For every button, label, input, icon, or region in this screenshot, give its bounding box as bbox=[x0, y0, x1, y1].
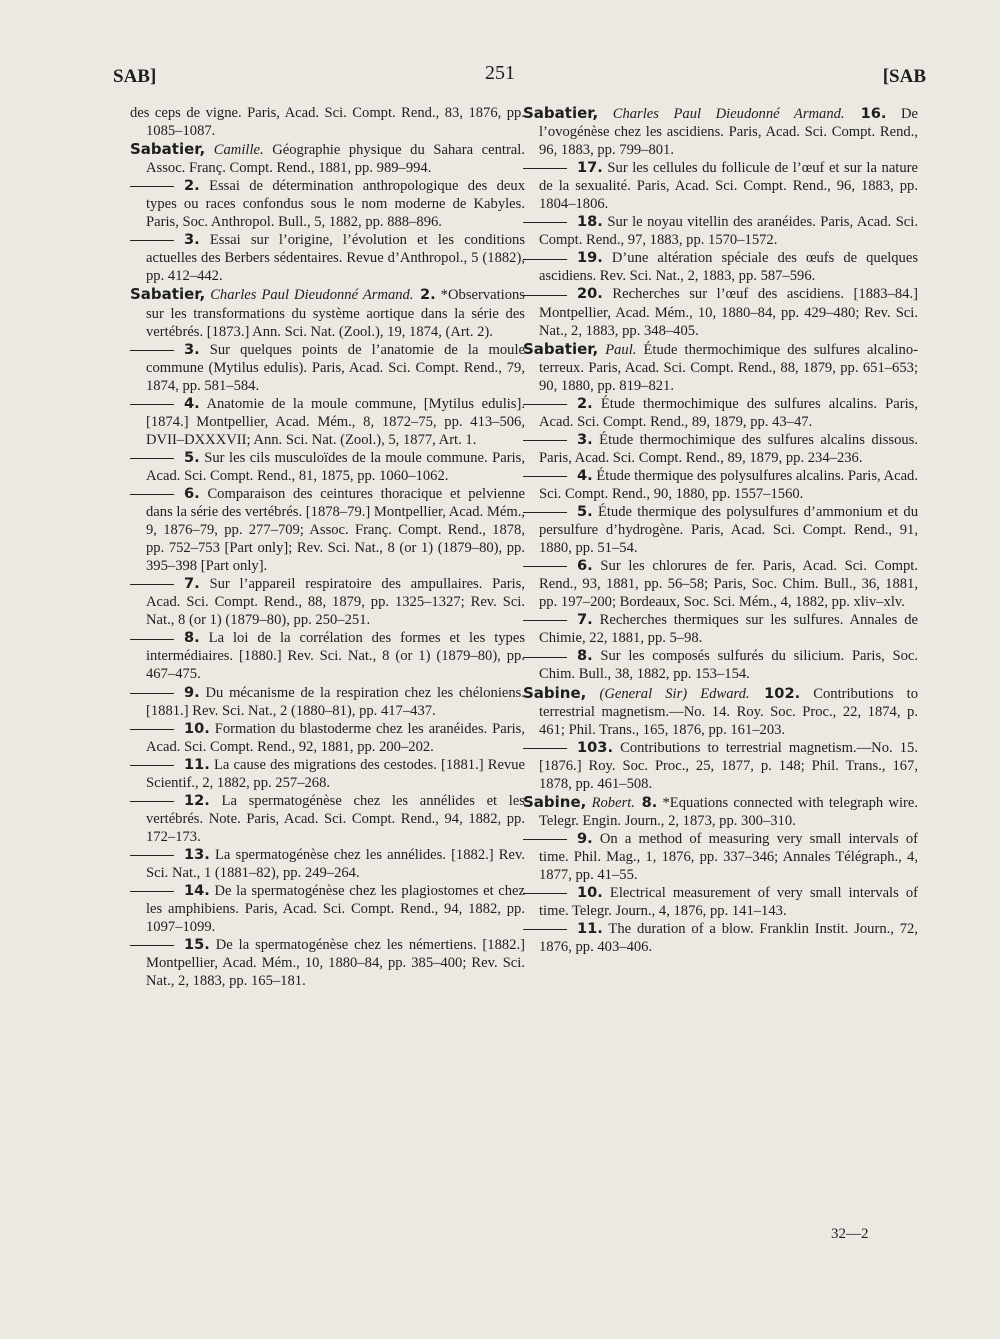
entry-number: 9. bbox=[577, 829, 593, 847]
entry-number: 10. bbox=[184, 719, 210, 737]
entry-text: D’une altération spéciale des œufs de quelques ascidiens. Rev. Sci. Nat., 2, 1883, pp. 587–596. bbox=[539, 250, 918, 285]
author-surname: Sabine, bbox=[523, 683, 587, 702]
entry-number: 3. bbox=[184, 231, 200, 249]
entry-text: Contributions to terrestrial magnetism.—No. 15. [1876.] Roy. Soc. Proc., 25, 1877, p. 148; Phil. Trans., 167, 1878, pp. 461–508. bbox=[539, 739, 918, 792]
entry-text: The duration of a blow. Franklin Instit. Journ., 72, 1876, pp. 403–406. bbox=[539, 921, 918, 956]
bibliography-entry bbox=[130, 395, 525, 449]
bibliography-entry bbox=[523, 920, 918, 956]
entry-text: Contributions to terrestrial magnetism.—No. 14. Roy. Soc. Proc., 22, 1874, p. 461; Phil. Trans., 165, 1876, pp. 161–203. bbox=[539, 685, 918, 738]
author-given-name: (General Sir) Edward. bbox=[599, 685, 750, 702]
entry-number: 16. bbox=[844, 105, 887, 122]
entry-number: 13. bbox=[184, 845, 210, 863]
entry-text: *Observations sur les transformations du système aortique dans la série des vertébrés. [1873.] Ann. Sci. Nat. (Zool.), 19, 1874, (Art. 2). bbox=[146, 287, 525, 340]
author-given-name: Camille. bbox=[213, 142, 264, 159]
bibliography-entry bbox=[130, 882, 525, 936]
ditto-rule bbox=[130, 801, 174, 802]
left-column bbox=[130, 104, 525, 990]
bibliography-entry bbox=[523, 684, 918, 739]
author-surname: Sabatier, bbox=[130, 140, 206, 159]
bibliography-entry bbox=[523, 213, 918, 249]
author-surname: Sabatier, bbox=[523, 104, 599, 122]
bibliography-entry bbox=[523, 249, 918, 285]
entry-text: De la spermatogénèse chez les némertiens. [1882.] Montpellier, Acad. Mém., 10, 1880–84, pp. 385–400; Rev. Sci. Nat., 2, 1883, pp. 165–181. bbox=[146, 937, 525, 990]
bibliography-entry bbox=[523, 431, 918, 467]
entry-text: Géographie physique du Sahara central. Assoc. Franç. Compt. Rend., 1881, pp. 989–994. bbox=[146, 142, 525, 177]
author-surname: Sabatier, bbox=[130, 285, 206, 304]
right-column bbox=[523, 104, 918, 956]
entry-text: *Equations connected with telegraph wire. Telegr. Engin. Journ., 2, 1873, pp. 300–310. bbox=[539, 794, 918, 829]
ditto-rule bbox=[130, 458, 174, 459]
entry-text: La spermatogénèse chez les annélides. [1882.] Rev. Sci. Nat., 1 (1881–82), pp. 249–264. bbox=[146, 846, 525, 881]
ditto-rule bbox=[523, 222, 567, 223]
entry-number: 6. bbox=[184, 484, 200, 502]
bibliography-entry bbox=[130, 575, 525, 629]
ditto-rule bbox=[523, 168, 567, 169]
author-given-name: Charles Paul Dieudonné Armand. bbox=[612, 106, 845, 122]
entry-number: 2. bbox=[577, 394, 593, 412]
bibliography-entry bbox=[523, 557, 918, 611]
entry-text: Étude thermique des polysulfures alcalins. Paris, Acad. Sci. Compt. Rend., 90, 1880, pp. 1557–1560. bbox=[539, 467, 918, 502]
bibliography-entry bbox=[130, 449, 525, 485]
entry-number: 8. bbox=[184, 629, 200, 647]
ditto-rule bbox=[130, 639, 174, 640]
bibliography-entry bbox=[523, 395, 918, 431]
ditto-rule bbox=[523, 748, 567, 749]
signature-mark: 32—2 bbox=[831, 1226, 869, 1242]
bibliography-entry bbox=[130, 140, 525, 177]
author-given-name: Paul. bbox=[605, 341, 637, 358]
bibliography-entry bbox=[130, 846, 525, 882]
entry-text: Sur les cellules du follicule de l’œuf et sur la nature de la sexualité. Paris, Acad. Sci. Compt. Rend., 96, 1883, pp. 1804–1806. bbox=[539, 160, 918, 213]
entry-text: Sur le noyau vitellin des aranéides. Paris, Acad. Sci. Compt. Rend., 97, 1883, pp. 1570–1572. bbox=[539, 214, 918, 249]
ditto-rule bbox=[130, 584, 174, 585]
entry-number: 4. bbox=[184, 394, 200, 412]
ditto-rule bbox=[523, 512, 567, 513]
ditto-rule bbox=[523, 839, 567, 840]
entry-text: Sur les chlorures de fer. Paris, Acad. Sci. Compt. Rend., 93, 1881, pp. 56–58; Paris, Soc. Chim. Bull., 36, 1881, pp. 197–200; Bordeaux, Soc. Sci. Mém., 4, 1882, pp. xliv–xlv. bbox=[539, 558, 918, 611]
entry-number: 11. bbox=[184, 755, 210, 773]
ditto-rule bbox=[523, 929, 567, 930]
entry-text: Recherches sur l’œuf des ascidiens. [1883–84.] Montpellier, Acad. Mém., 10, 1880–84, pp. 429–480; Rev. Sci. Nat., 2, 1883, pp. 348–405. bbox=[539, 286, 918, 339]
entry-text: Recherches thermiques sur les sulfures. Annales de Chimie, 22, 1881, pp. 5–98. bbox=[539, 612, 918, 647]
entry-text: Sur l’appareil respiratoire des ampullaires. Paris, Acad. Sci. Compt. Rend., 88, 1879, pp. 1325–1327; Rev. Sci. Nat., 8 (or 1) (1879–80), pp. 250–251. bbox=[146, 576, 525, 629]
ditto-rule bbox=[523, 566, 567, 567]
author-given-name: Robert. bbox=[591, 794, 635, 811]
bibliography-entry bbox=[523, 159, 918, 213]
entry-number: 6. bbox=[577, 557, 593, 575]
entry-number: 3. bbox=[184, 340, 200, 358]
entry-text: Sur les composés sulfurés du silicium. Paris, Soc. Chim. Bull., 38, 1882, pp. 153–154. bbox=[539, 648, 918, 683]
running-head-right: [SAB bbox=[882, 66, 926, 87]
entry-text: Étude thermochimique des sulfures alcalins. Paris, Acad. Sci. Compt. Rend., 89, 1879, pp. 43–47. bbox=[539, 395, 918, 430]
bibliography-entry bbox=[130, 341, 525, 395]
entry-number: 15. bbox=[184, 936, 210, 954]
bibliography-entry bbox=[523, 739, 918, 793]
bibliography-entry bbox=[523, 285, 918, 339]
entry-text: On a method of measuring very small intervals of time. Phil. Mag., 1, 1876, pp. 337–346; Annales Télégraph., 4, 1877, pp. 41–55. bbox=[539, 830, 918, 883]
bibliography-entry bbox=[130, 684, 525, 720]
ditto-rule bbox=[130, 945, 174, 946]
entry-text: Anatomie de la moule commune, [Mytilus edulis]. [1874.] Montpellier, Acad. Mém., 8, 1872–75, pp. 413–506, DVII–DXXXVII; Ann. Sci. Nat. (Zool.), 5, 1877, Art. 1. bbox=[146, 395, 525, 448]
bibliography-entry bbox=[523, 467, 918, 503]
bibliography-entry bbox=[130, 756, 525, 792]
author-surname: Sabatier, bbox=[523, 339, 599, 358]
bibliography-entry bbox=[523, 340, 918, 395]
ditto-rule bbox=[130, 350, 174, 351]
ditto-rule bbox=[523, 620, 567, 621]
entry-text: La loi de la corrélation des formes et les types intermédiaires. [1880.] Rev. Sci. Nat., 8 (or 1) (1879–80), pp. 467–475. bbox=[146, 630, 525, 683]
ditto-rule bbox=[130, 729, 174, 730]
entry-number: 102. bbox=[749, 684, 801, 702]
bibliography-entry bbox=[130, 720, 525, 756]
entry-text: Étude thermique des polysulfures d’ammonium et du persulfure d’hydrogène. Paris, Acad. Sci. Compt. Rend., 91, 1880, pp. 51–54. bbox=[539, 504, 918, 557]
ditto-rule bbox=[130, 891, 174, 892]
ditto-rule bbox=[130, 765, 174, 766]
entry-number: 18. bbox=[577, 213, 603, 231]
entry-number: 7. bbox=[184, 575, 200, 593]
bibliography-entry bbox=[523, 647, 918, 683]
entry-number: 2. bbox=[413, 286, 436, 304]
entry-text: Étude thermochimique des sulfures alcalins dissous. Paris, Acad. Sci. Compt. Rend., 89, 1879, pp. 234–236. bbox=[539, 431, 918, 466]
entry-text: Essai de détermination anthropologique des deux types ou races confondus sous le nom moderne de Kabyles. Paris, Soc. Anthropol. Bull., 5, 1882, pp. 888–896. bbox=[146, 178, 525, 231]
entry-number: 4. bbox=[577, 466, 593, 484]
ditto-rule bbox=[523, 657, 567, 658]
ditto-rule bbox=[130, 404, 174, 405]
bibliography-entry bbox=[523, 503, 918, 557]
entry-number: 9. bbox=[184, 683, 200, 701]
entry-text: La cause des migrations des cestodes. [1881.] Revue Scientif., 2, 1882, pp. 257–268. bbox=[146, 756, 525, 791]
entry-number: 7. bbox=[577, 611, 593, 629]
entry-number: 20. bbox=[577, 285, 603, 303]
entry-text: Comparaison des ceintures thoracique et pelvienne dans la série des vertébrés. [1878–79.] Montpellier, Acad. Mém., 9, 1876–79, pp. 277–709; Assoc. Franç. Compt. Rend., 1878, pp. 752–753 [Part only]; Rev. Sci. Nat., 8 (or 1) (1879–80), pp. 395–398 [Part only]. bbox=[146, 485, 525, 575]
entry-text: De l’ovogénèse chez les ascidiens. Paris, Acad. Sci. Compt. Rend., 96, 1883, pp. 799–801. bbox=[539, 106, 919, 159]
bibliography-entry bbox=[130, 485, 525, 575]
bibliography-entry bbox=[130, 792, 525, 846]
ditto-rule bbox=[130, 186, 174, 187]
entry-number: 8. bbox=[577, 647, 593, 665]
ditto-rule bbox=[523, 404, 567, 405]
entry-number: 3. bbox=[577, 430, 593, 448]
entry-text: des ceps de vigne. Paris, Acad. Sci. Compt. Rend., 83, 1876, pp. 1085–1087. bbox=[130, 105, 525, 140]
author-surname: Sabine, bbox=[523, 792, 587, 811]
entry-text: Formation du blastoderme chez les aranéides. Paris, Acad. Sci. Compt. Rend., 92, 1881, pp. 200–202. bbox=[146, 720, 525, 755]
bibliography-entry bbox=[523, 830, 918, 884]
entry-number: 19. bbox=[577, 249, 603, 267]
entry-number: 10. bbox=[577, 884, 603, 902]
entry-number: 5. bbox=[577, 503, 593, 521]
bibliography-entry bbox=[523, 793, 918, 830]
entry-text: Electrical measurement of very small intervals of time. Telegr. Journ., 4, 1876, pp. 141–143. bbox=[539, 885, 918, 920]
entry-text: La spermatogénèse chez les annélides et les vertébrés. Note. Paris, Acad. Sci. Compt. Rend., 94, 1882, pp. 172–173. bbox=[146, 792, 525, 845]
bibliography-entry bbox=[130, 285, 525, 340]
entry-number: 8. bbox=[634, 793, 658, 811]
ditto-rule bbox=[523, 295, 567, 296]
bibliography-entry bbox=[130, 936, 525, 990]
bibliography-entry bbox=[130, 629, 525, 683]
ditto-rule bbox=[130, 693, 174, 694]
ditto-rule bbox=[523, 259, 567, 260]
bibliography-entry bbox=[523, 884, 918, 920]
ditto-rule bbox=[130, 494, 174, 495]
entry-text: De la spermatogénèse chez les plagiostomes et chez les amphibiens. Paris, Acad. Sci. Compt. Rend., 94, 1882, pp. 1097–1099. bbox=[146, 883, 525, 936]
running-head-left: SAB] bbox=[113, 66, 157, 87]
ditto-rule bbox=[523, 893, 567, 894]
bibliography-entry bbox=[130, 177, 525, 231]
page-number: 251 bbox=[485, 62, 515, 84]
entry-number: 2. bbox=[184, 177, 200, 195]
bibliography-entry bbox=[523, 104, 918, 159]
entry-number: 14. bbox=[184, 882, 210, 900]
entry-text: Essai sur l’origine, l’évolution et les conditions actuelles des Berbers sédentaires. Revue d’Anthropol., 5 (1882), pp. 412–442. bbox=[146, 232, 525, 285]
entry-number: 12. bbox=[184, 791, 210, 809]
entry-number: 11. bbox=[577, 920, 603, 938]
ditto-rule bbox=[130, 855, 174, 856]
entry-number: 103. bbox=[577, 738, 614, 756]
entry-text: Du mécanisme de la respiration chez les chéloniens. [1881.] Rev. Sci. Nat., 2 (1880–81), pp. 417–437. bbox=[146, 684, 525, 719]
ditto-rule bbox=[523, 440, 567, 441]
entry-text: Sur quelques points de l’anatomie de la moule commune (Mytilus edulis). Paris, Acad. Sci. Compt. Rend., 79, 1874, pp. 581–584. bbox=[146, 341, 525, 394]
entry-text: Sur les cils musculoïdes de la moule commune. Paris, Acad. Sci. Compt. Rend., 81, 1875, pp. 1060–1062. bbox=[146, 449, 525, 484]
entry-number: 5. bbox=[184, 448, 200, 466]
ditto-rule bbox=[523, 476, 567, 477]
ditto-rule bbox=[130, 240, 174, 241]
bibliography-entry bbox=[130, 104, 525, 140]
bibliography-entry bbox=[130, 231, 525, 285]
bibliography-entry bbox=[523, 611, 918, 647]
author-given-name: Charles Paul Dieudonné Armand. bbox=[210, 287, 414, 304]
entry-text: Étude thermochimique des sulfures alcalino-terreux. Paris, Acad. Sci. Compt. Rend., 88, 1879, pp. 651–653; 90, 1880, pp. 819–821. bbox=[539, 341, 918, 394]
entry-number: 17. bbox=[577, 159, 603, 177]
